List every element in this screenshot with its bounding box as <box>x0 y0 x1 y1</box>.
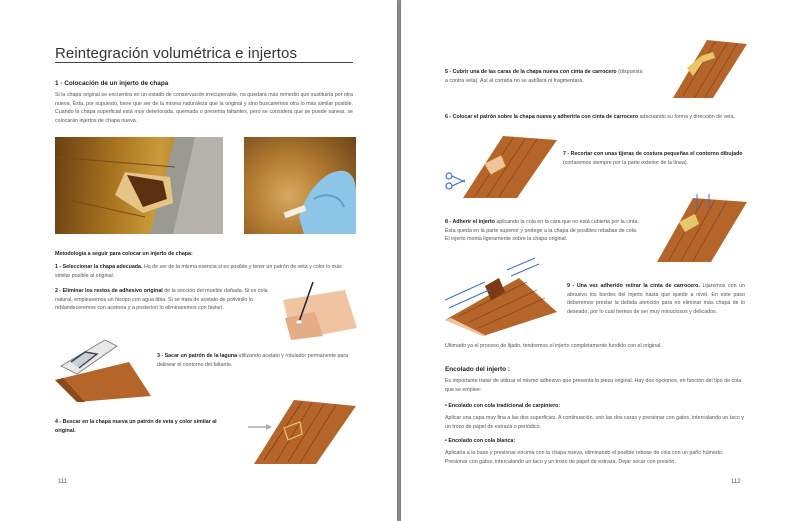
step6-description: adecuando su forma y dirección de veta. <box>639 114 735 120</box>
step8-description: aplicando la cola en la cara que no está cubierta por la cinta. Ésta queda en la parte superior y protege a la chapa de posibles rebabas de cola. El injerto monta ligeramente sobre la chapa original. <box>445 219 639 243</box>
step3-label: 3 - Sacar un patrón de la laguna <box>157 353 238 359</box>
step2-label: 2 - Eliminar los restos de adhesivo original <box>55 288 163 294</box>
left-page <box>0 0 397 521</box>
sanding-illustration <box>445 256 557 336</box>
step6-text <box>445 113 775 122</box>
tape-veneer-illustration <box>667 40 747 98</box>
right-page <box>401 0 800 521</box>
encolado-heading: Encolado del injerto : <box>445 366 510 373</box>
title-rule <box>55 62 353 63</box>
step5-description: (dispuesta a contra veta). Así al cortarla no se astillará ni fragmentará. <box>445 69 643 84</box>
step9-label: 9 - Una vez adherido retirar la cinta de carrocero. <box>567 283 700 289</box>
step5-text <box>445 68 645 85</box>
step7-description: (cortaremos siempre por la parte exterior de la línea). <box>563 159 689 166</box>
page-title: Reintegración volumétrica e injertos <box>55 45 298 62</box>
step1-label: 1 - Seleccionar la chapa adecuada. <box>55 264 143 270</box>
method-heading: Metodología a seguir para colocar un injerto de chapa: <box>55 251 193 257</box>
bullet2-text: Aplicarla a la base y presionar encima con la chapa nueva, eliminando el posible rebose de cola con un paño húmedo. Presionar con gatos, intercalando un taco y un trozo de papel de estraza. Dejar secar con presión. <box>445 450 724 465</box>
step6-label: 6 - Colocar el patrón sobre la chapa nueva y adherirla con cinta de carrocero <box>445 114 639 120</box>
bullet2-heading: • Encolado con cola blanca: <box>445 438 516 444</box>
step2-text <box>55 287 273 313</box>
encolado-text: Es importante tratar de utilizar el mismo adhesivo que presenta la pieza original. Hay dos opciones, en función del tipo de cola que se emplee: <box>445 378 742 393</box>
step8-text <box>445 218 643 244</box>
photo-glove-cleaning <box>244 137 356 234</box>
step1-description: Ha de ser de la misma esencia si es posible y tener un patrón de veta y color lo más similar posible al original. <box>55 264 342 279</box>
step2-description: de la sección del mueble dañada. Si es cola natural, emplearemos un hisopo con agua tibia. Si se trata de acetato de polivinilo lo reblandeceremos con acetona y a posteriori lo eliminaremos con bisturí. <box>55 288 268 312</box>
step9-description: Lijaremos con un abrasivo los bordes del injerto hasta que quede a nivel. En este paso deberemos prestar la debida atención para no eliminar más chapa de lo deseado, por lo cual hemos de ser muy minuciosos y delicados. <box>567 283 745 315</box>
step9-text <box>567 282 745 316</box>
damage-illustration <box>55 137 223 234</box>
scissors-icon <box>446 173 465 189</box>
step4-text <box>55 418 235 435</box>
step7-text <box>563 150 745 167</box>
veneer-grain-illustration <box>244 400 356 464</box>
adhere-graft-illustration <box>653 192 747 262</box>
photo-damaged-veneer <box>55 137 223 234</box>
step5-label: 5 - Cubrir una de las caras de la chapa nueva con cinta de carrocero <box>445 69 617 75</box>
page-number-left: 111 <box>58 479 68 485</box>
closing-text: Ultimado ya el proceso de lijado, tendremos el injerto completamente fundido con el original. <box>445 343 662 349</box>
page-number-right: 112 <box>731 479 741 485</box>
step8-label: 8 - Adherir el injerto <box>445 219 495 225</box>
step4-label: 4 - Buscar en la chapa nueva un patrón de veta y color similar al original. <box>55 419 217 434</box>
step7-label: 7 - Recortar con unas tijeras de costura pequeñas el contorno dibujado <box>563 151 743 157</box>
section1-heading: 1 - Colocación de un injerto de chapa <box>55 80 169 87</box>
pattern-illustration <box>55 340 151 402</box>
swab-illustration <box>275 278 357 340</box>
step3-text <box>157 352 353 369</box>
scissors-veneer-illustration <box>445 136 557 198</box>
glove-icon <box>244 137 356 234</box>
section1-paragraph: Si la chapa original se encuentra en un estado de conservación irrecuperable, no quedará más remedio que sustituirla por otra nueva. Ésta, por supuesto, tiene que ser de la misma naturaleza que la original y sino buscaremos otra lo más similar posible. Cuando la chapa superficial está muy deteriorada, quemada o presenta faltantes, pero se considera que se puede sanear, se colocarán injertos de chapa nueva. <box>55 92 353 124</box>
bullet1-heading: • Encolado con cola tradicional de carpintero: <box>445 403 561 409</box>
step3-description: utilizando acetato y rotulador permanente para delinear el contorno del faltante. <box>157 353 349 368</box>
bullet1-text: Aplicar una capa muy fina a las dos superficies. A continuación, unir las dos caras y presionar con gatos, intercalando un taco y un trozo de papel de estraza o periódico. <box>445 415 744 430</box>
